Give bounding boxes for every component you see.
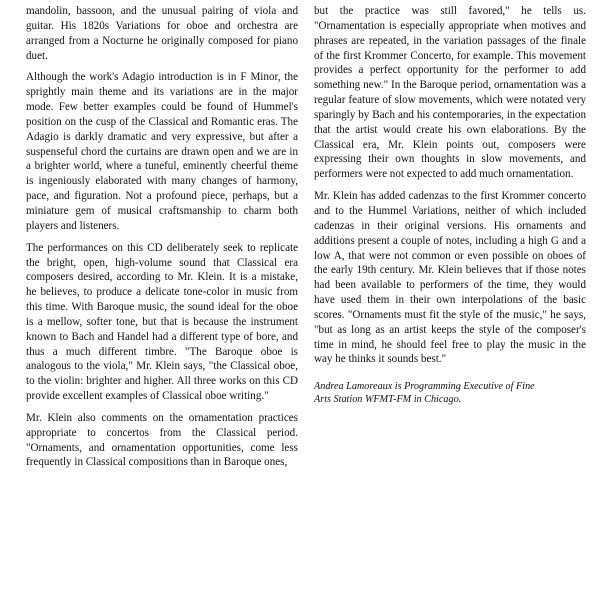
text-columns [26, 4, 586, 477]
left-column [26, 4, 298, 477]
paragraph: Mr. Klein also comments on the ornamentation practices appropriate to concertos from the Classical period. "Ornaments, and ornamentation opportunities, come less frequently in Classical compositions than in Baroque ones, [26, 411, 298, 469]
paragraph: but the practice was still favored," he tells us. "Ornamentation is especially appropriate when motives and phrases are repeated, in the variation passages of the finale of the first Krommer Concerto, for example. This movement provides a perfect opportunity for the performer to add something new." In the Baroque period, ornamentation was a regular feature of slow movements, which were notated very sparingly by Bach and his contemporaries, in the expectation that the artist would create his own elaborations. By the Classical era, Mr. Klein points out, composers were expressing their own thoughts in slow movements, and performers were not expected to add much ornamentation. [314, 5, 586, 181]
paragraph: The performances on this CD deliberately seek to replicate the bright, open, high-volume sound that Classical era composers desired, according to Mr. Klein. It is a mistake, he believes, to produce a delicate tone-color in music from this time. With Baroque music, the sound ideal for the oboe is a mellow, softer tone, but that is because the instrument known to Bach and Handel had a different type of bore, and thus a much different timbre. "The Baroque oboe is analogous to the viola," Mr. Klein says, "the Classical oboe, to the violin: brighter and higher. All three works on this CD provide excellent examples of Classical oboe writing." [26, 241, 298, 403]
author-credit: Andrea Lamoreaux is Programming Executive of Fine Arts Station WFMT-FM in Chicago. [314, 381, 535, 406]
paragraph: Mr. Klein has added cadenzas to the first Krommer concerto and to the Hummel Variations, neither of which included cadenzas in their original versions. His ornaments and additions present a couple of notes, including a high G and a low A, that were not common or even possible on oboes of the early 19th century. Mr. Klein believes that if those notes had been available to performers of the time, they would have used them in their own interpolations of the basic scores. "Ornaments must fit the style of the music," he says, "but as long as an artist keeps the style of the composer's time in mind, he should feel free to play the music in the way he thinks it sounds best." [314, 190, 586, 366]
paragraph: Although the work's Adagio introduction is in F Minor, the sprightly main theme and its variations are in the major mode. Few better examples could be found of Hummel's position on the cusp of the Classical and Romantic eras. The Adagio is darkly dramatic and very expressive, but after a suspenseful chord the curtains are drawn open and we are in a brighter world, where a tuneful, eminently cheerful theme is ingeniously elaborated with many changes of harmony, pace, and figuration. Not a profound piece, perhaps, but a miniature gem of musical craftsmanship to charm both players and listeners. [26, 71, 298, 232]
paragraph: mandolin, bassoon, and the unusual pairing of viola and guitar. His 1820s Variations for oboe and orchestra are arranged from a Nocturne he originally composed for piano duet. [26, 5, 298, 62]
right-column [314, 4, 586, 477]
